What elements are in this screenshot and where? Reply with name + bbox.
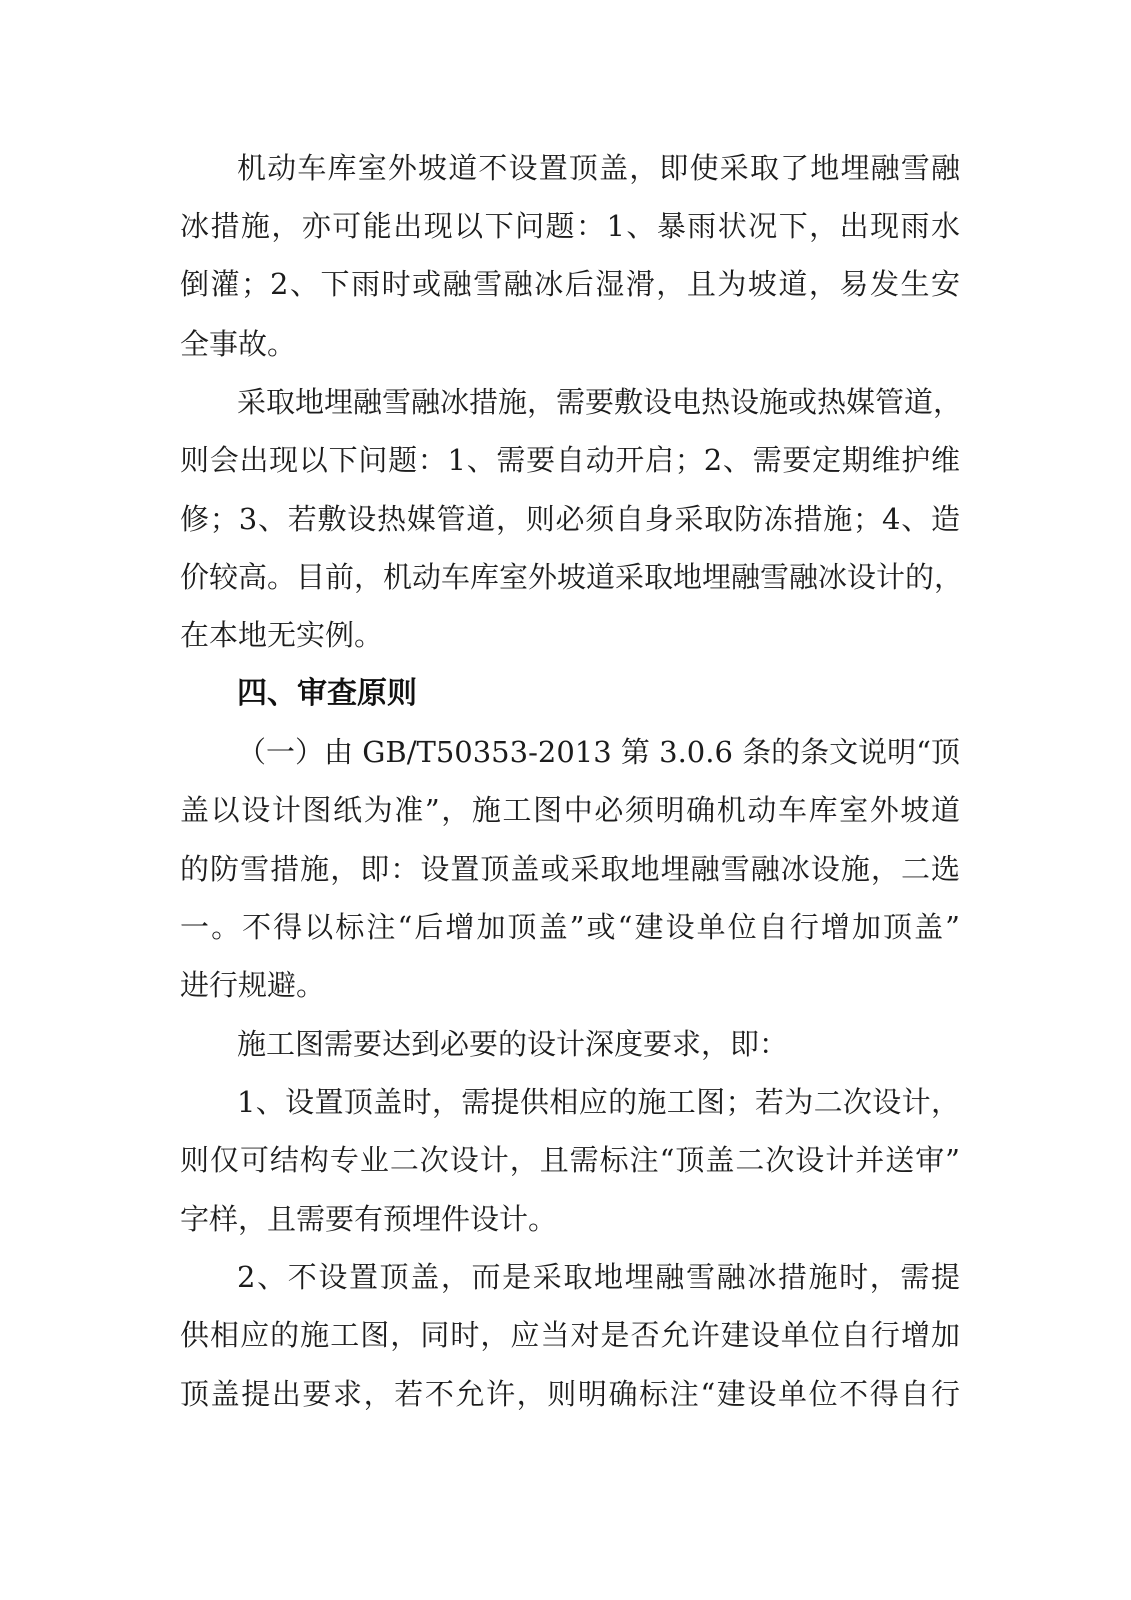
paragraph-1-line-3: 倒灌；2、下雨时或融雪融冰后湿滑，且为坡道，易发生安	[180, 267, 960, 301]
paragraph-5-line-3: 字样，且需要有预埋件设计。	[180, 1202, 558, 1236]
paragraph-3-line-3: 的防雪措施，即：设置顶盖或采取地埋融雪融冰设施，二选	[180, 852, 960, 886]
paragraph-6-line-1: 2、不设置顶盖，而是采取地埋融雪融冰措施时，需提	[237, 1260, 960, 1294]
paragraph-5-line-2: 则仅可结构专业二次设计，且需标注“顶盖二次设计并送审”	[180, 1143, 960, 1177]
paragraph-4-line-1: 施工图需要达到必要的设计深度要求，即：	[237, 1027, 789, 1061]
paragraph-5-line-1: 1、设置顶盖时，需提供相应的施工图；若为二次设计，	[237, 1085, 960, 1119]
paragraph-2-line-3: 修；3、若敷设热媒管道，则必须自身采取防冻措施；4、造	[180, 502, 960, 536]
paragraph-6-line-3: 顶盖提出要求，若不允许，则明确标注“建设单位不得自行	[180, 1377, 960, 1411]
paragraph-2-line-5: 在本地无实例。	[180, 618, 384, 652]
paragraph-2-line-4: 价较高。目前，机动车库室外坡道采取地埋融雪融冰设计的，	[180, 560, 964, 594]
paragraph-3-line-4: 一。不得以标注“后增加顶盖”或“建设单位自行增加顶盖”	[180, 910, 960, 944]
paragraph-3-line-5: 进行规避。	[180, 968, 326, 1002]
paragraph-1-line-1: 机动车库室外坡道不设置顶盖，即使采取了地埋融雪融	[237, 151, 960, 185]
paragraph-3-line-1: （一）由 GB/T50353-2013 第 3.0.6 条的条文说明“顶	[237, 735, 960, 769]
paragraph-2-line-2: 则会出现以下问题：1、需要自动开启；2、需要定期维护维	[180, 443, 960, 477]
section-heading: 四、审查原则	[237, 676, 417, 711]
paragraph-6-line-2: 供相应的施工图，同时，应当对是否允许建设单位自行增加	[180, 1318, 960, 1352]
paragraph-1-line-4: 全事故。	[180, 327, 297, 361]
paragraph-2-line-1: 采取地埋融雪融冰措施，需要敷设电热设施或热媒管道，	[237, 385, 963, 419]
paragraph-3-line-2: 盖以设计图纸为准”，施工图中必须明确机动车库室外坡道	[180, 793, 960, 827]
paragraph-1-line-2: 冰措施，亦可能出现以下问题：1、暴雨状况下，出现雨水	[180, 209, 960, 243]
